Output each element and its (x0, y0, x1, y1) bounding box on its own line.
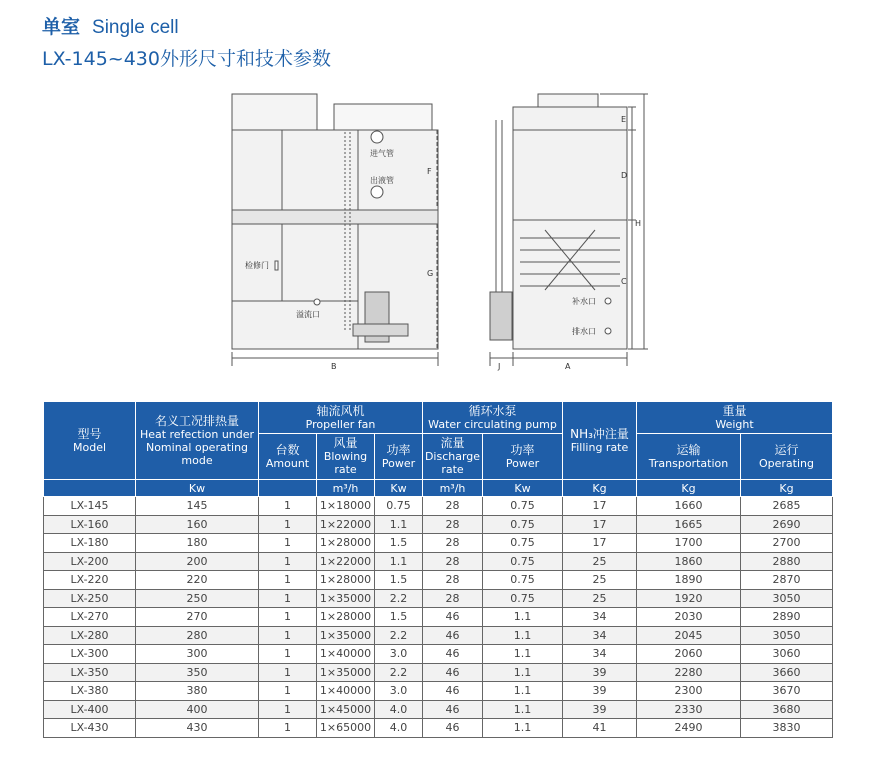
units-row (44, 480, 833, 497)
table-cell: 39 (563, 663, 637, 682)
table-cell: 200 (136, 552, 259, 571)
dim-D: D (621, 171, 628, 180)
table-cell: LX-220 (44, 571, 136, 590)
table-cell: 3830 (741, 719, 833, 738)
table-cell: 1.1 (375, 552, 423, 571)
table-cell: 1 (259, 497, 317, 516)
dim-E: E (621, 115, 627, 124)
table-cell: 0.75 (483, 497, 563, 516)
table-cell: 28 (423, 497, 483, 516)
front-fan-stack (232, 94, 317, 130)
side-pump (490, 292, 512, 340)
dim-G: G (427, 269, 434, 278)
table-cell: 3670 (741, 682, 833, 701)
table-row (44, 700, 833, 719)
table-cell: 145 (136, 497, 259, 516)
table-cell: 1660 (637, 497, 741, 516)
table-cell: 300 (136, 645, 259, 664)
table-cell: 2490 (637, 719, 741, 738)
table-cell: 270 (136, 608, 259, 627)
table-cell: 46 (423, 719, 483, 738)
table-cell: 1×35000 (317, 626, 375, 645)
table-cell: 250 (136, 589, 259, 608)
table-cell: 4.0 (375, 719, 423, 738)
table-cell: 160 (136, 515, 259, 534)
inspection-door-handle (275, 261, 278, 270)
table-cell: 17 (563, 534, 637, 553)
unit-cell: m³/h (423, 480, 483, 497)
table-cell: 1×18000 (317, 497, 375, 516)
makeup-circle (605, 298, 611, 304)
dim-B: B (331, 362, 337, 371)
table-cell: 1 (259, 719, 317, 738)
table-cell: 17 (563, 497, 637, 516)
table-cell: 3050 (741, 626, 833, 645)
table-cell: 0.75 (483, 515, 563, 534)
label-outlet-pipe: 出液管 (370, 176, 394, 185)
table-cell: 0.75 (483, 534, 563, 553)
header-model: 型号 Model (44, 402, 136, 480)
table-cell: 25 (563, 571, 637, 590)
table-cell: 1.1 (483, 700, 563, 719)
table-row (44, 571, 833, 590)
table-cell: 1.5 (375, 608, 423, 627)
table-cell: 3660 (741, 663, 833, 682)
table-cell: 3.0 (375, 645, 423, 664)
table-row (44, 682, 833, 701)
table-cell: 0.75 (483, 589, 563, 608)
unit-model (44, 480, 136, 497)
table-row (44, 515, 833, 534)
header-pump: 循环水泵 Water circulating pump (423, 402, 563, 434)
title-en: Single cell (92, 17, 179, 38)
table-cell: 1.5 (375, 571, 423, 590)
label-makeup: 补水口 (572, 297, 596, 306)
table-cell: LX-400 (44, 700, 136, 719)
side-upper-body (513, 107, 627, 220)
table-cell: 1.1 (483, 682, 563, 701)
unit-cell: Kw (136, 480, 259, 497)
table-cell: 1×22000 (317, 552, 375, 571)
table-cell: LX-430 (44, 719, 136, 738)
table-cell: 34 (563, 626, 637, 645)
table-cell: 1 (259, 645, 317, 664)
unit-amount (259, 480, 317, 497)
table-cell: 2870 (741, 571, 833, 590)
label-inlet-pipe: 进气管 (370, 149, 394, 158)
outlet-pipe-circle (371, 186, 383, 198)
table-cell: 3.0 (375, 682, 423, 701)
table-cell: 1 (259, 700, 317, 719)
table-cell: 1 (259, 515, 317, 534)
table-cell: 1×28000 (317, 534, 375, 553)
unit-cell: Kw (375, 480, 423, 497)
table-cell: 1×65000 (317, 719, 375, 738)
front-top-box (334, 104, 432, 131)
table-cell: 4.0 (375, 700, 423, 719)
table-cell: 46 (423, 700, 483, 719)
label-overflow: 溢流口 (296, 310, 320, 319)
table-cell: 2890 (741, 608, 833, 627)
table-cell: 1 (259, 663, 317, 682)
table-cell: 2300 (637, 682, 741, 701)
table-cell: 2.2 (375, 589, 423, 608)
header-fan: 轴流风机 Propeller fan (259, 402, 423, 434)
table-cell: 39 (563, 700, 637, 719)
table-cell: 2880 (741, 552, 833, 571)
table-cell: 2030 (637, 608, 741, 627)
table-cell: 1×45000 (317, 700, 375, 719)
table-cell: LX-180 (44, 534, 136, 553)
table-cell: 1665 (637, 515, 741, 534)
table-cell: 1890 (637, 571, 741, 590)
table-cell: 1.1 (483, 719, 563, 738)
dim-A: A (565, 362, 571, 371)
unit-cell: Kg (637, 480, 741, 497)
table-cell: 430 (136, 719, 259, 738)
table-cell: 2.2 (375, 663, 423, 682)
table-cell: 1×35000 (317, 663, 375, 682)
table-cell: 25 (563, 589, 637, 608)
header-discharge-rate: 流量 Discharge rate (423, 434, 483, 480)
table-cell: 1×28000 (317, 571, 375, 590)
table-cell: LX-250 (44, 589, 136, 608)
table-cell: 1920 (637, 589, 741, 608)
label-inspection-door: 检修门 (245, 261, 269, 270)
table-cell: 280 (136, 626, 259, 645)
title-zh: 单室 (42, 16, 81, 38)
front-band (232, 210, 438, 224)
dim-F: F (427, 167, 432, 176)
table-row (44, 552, 833, 571)
header-transportation: 运输 Transportation (637, 434, 741, 480)
table-cell: 1 (259, 552, 317, 571)
table-cell: 3060 (741, 645, 833, 664)
table-cell: 28 (423, 534, 483, 553)
table-cell: 0.75 (375, 497, 423, 516)
table-row (44, 626, 833, 645)
table-cell: 0.75 (483, 571, 563, 590)
cooler-drawing (0, 80, 885, 380)
header-heat: 名义工况排热量 Heat refection under Nominal operating mode (136, 402, 259, 480)
table-cell: 1.1 (483, 608, 563, 627)
table-cell: 46 (423, 626, 483, 645)
table-cell: 41 (563, 719, 637, 738)
unit-cell: Kg (741, 480, 833, 497)
table-cell: 1×35000 (317, 589, 375, 608)
table-cell: 2330 (637, 700, 741, 719)
table-cell: 1 (259, 534, 317, 553)
table-cell: LX-280 (44, 626, 136, 645)
table-cell: 2700 (741, 534, 833, 553)
table-row (44, 719, 833, 738)
table-row (44, 534, 833, 553)
table-cell: LX-160 (44, 515, 136, 534)
table-cell: 1×40000 (317, 682, 375, 701)
label-drain: 排水口 (572, 327, 596, 336)
table-cell: 46 (423, 663, 483, 682)
table-cell: LX-200 (44, 552, 136, 571)
drain-circle (605, 328, 611, 334)
table-cell: 1×22000 (317, 515, 375, 534)
table-cell: 350 (136, 663, 259, 682)
header-filling: NH₃冲注量 Filling rate (563, 402, 637, 480)
table-cell: 1 (259, 626, 317, 645)
section-title (42, 12, 179, 39)
front-upper-body (232, 130, 438, 215)
table-cell: 400 (136, 700, 259, 719)
table-cell: 2685 (741, 497, 833, 516)
table-cell: 34 (563, 645, 637, 664)
table-cell: 1×40000 (317, 645, 375, 664)
table-cell: 1.1 (483, 663, 563, 682)
unit-cell: m³/h (317, 480, 375, 497)
table-cell: 46 (423, 645, 483, 664)
table-cell: LX-300 (44, 645, 136, 664)
unit-cell: Kg (563, 480, 637, 497)
table-cell: 220 (136, 571, 259, 590)
table-cell: 2060 (637, 645, 741, 664)
table-cell: 2.2 (375, 626, 423, 645)
table-cell: 25 (563, 552, 637, 571)
table-row (44, 663, 833, 682)
table-cell: 3680 (741, 700, 833, 719)
header-pump-power: 功率 Power (483, 434, 563, 480)
header-weight: 重量 Weight (637, 402, 833, 434)
table-cell: 2045 (637, 626, 741, 645)
table-row (44, 645, 833, 664)
inlet-pipe-circle (371, 131, 383, 143)
table-cell: 1 (259, 608, 317, 627)
table-cell: 46 (423, 608, 483, 627)
table-cell: 28 (423, 589, 483, 608)
header-operating: 运行 Operating (741, 434, 833, 480)
table-cell: 28 (423, 515, 483, 534)
table-cell: 1×28000 (317, 608, 375, 627)
table-row (44, 608, 833, 627)
side-fan-stack (538, 94, 598, 107)
table-cell: 1860 (637, 552, 741, 571)
table-cell: 1.1 (483, 626, 563, 645)
table-row (44, 497, 833, 516)
table-cell: 1700 (637, 534, 741, 553)
table-cell: 17 (563, 515, 637, 534)
header-fan-power: 功率 Power (375, 434, 423, 480)
table-cell: 180 (136, 534, 259, 553)
unit-cell: Kw (483, 480, 563, 497)
table-cell: 1.1 (483, 645, 563, 664)
table-cell: 34 (563, 608, 637, 627)
table-cell: LX-270 (44, 608, 136, 627)
table-cell: 46 (423, 682, 483, 701)
table-cell: 2690 (741, 515, 833, 534)
table-cell: 2280 (637, 663, 741, 682)
overflow-circle (314, 299, 320, 305)
table-cell: LX-380 (44, 682, 136, 701)
table-cell: 380 (136, 682, 259, 701)
table-cell: 1 (259, 571, 317, 590)
dim-J: J (498, 362, 501, 371)
section-subtitle: LX-145~430外形尺寸和技术参数 (42, 48, 331, 70)
table-cell: 1 (259, 682, 317, 701)
dim-H: H (635, 219, 642, 228)
table-cell: 1 (259, 589, 317, 608)
header-amount: 台数 Amount (259, 434, 317, 480)
table-cell: 1.5 (375, 534, 423, 553)
table-row (44, 589, 833, 608)
table-cell: 28 (423, 571, 483, 590)
table-cell: LX-350 (44, 663, 136, 682)
table-cell: LX-145 (44, 497, 136, 516)
table-cell: 28 (423, 552, 483, 571)
table-cell: 1.1 (375, 515, 423, 534)
table-cell: 39 (563, 682, 637, 701)
table-cell: 0.75 (483, 552, 563, 571)
spec-table (43, 401, 833, 738)
dim-C: C (621, 277, 627, 286)
spec-table-body (44, 497, 833, 738)
header-blowing-rate: 风量 Blowing rate (317, 434, 375, 480)
table-cell: 3050 (741, 589, 833, 608)
